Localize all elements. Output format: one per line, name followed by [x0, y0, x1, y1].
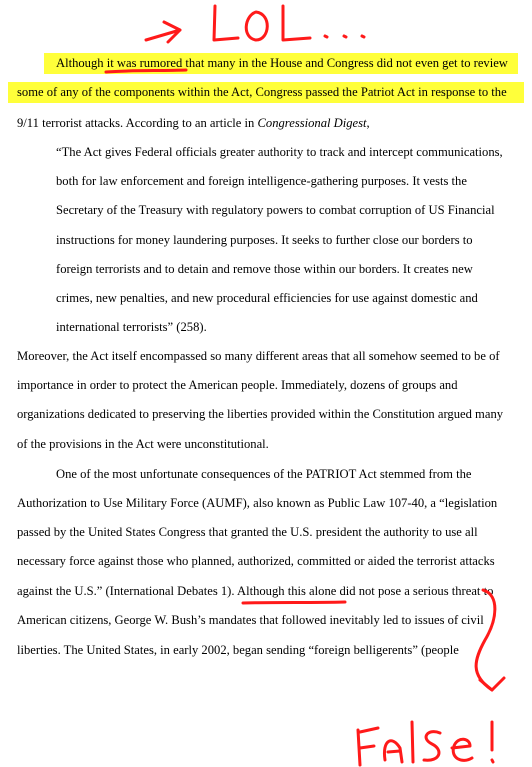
paragraph-1-line-3: 9/11 terrorist attacks. According to an article in Congressional Digest,: [17, 116, 370, 130]
quote-line-7: international terrorists” (258).: [56, 320, 207, 334]
quote-line-4: instructions for money laundering purposes. It seeks to further close our borders to: [56, 233, 473, 247]
underline-although: [243, 602, 345, 603]
paragraph-1-line-2: some of any of the components within the Act, Congress passed the Patriot Act in response to the: [17, 85, 507, 99]
quote-line-1: “The Act gives Federal officials greater authority to track and intercept communications,: [56, 145, 503, 159]
paragraph-2-line-3: organizations dedicated to preserving the liberties provided within the Constitution argued many: [17, 407, 504, 421]
arrow-icon: [146, 22, 180, 42]
paragraph-2-line-1: Moreover, the Act itself encompassed so many different areas that all somehow seemed to be of: [17, 349, 500, 363]
paragraph-3-line-4: necessary force against those who planned, authorized, committed or aided the terrorist attacks: [17, 554, 495, 568]
paragraph-1-line-1: Although it was rumored that many in the House and Congress did not even get to review: [56, 56, 508, 70]
paragraph-3-line-6: American citizens, George W. Bush’s mandates that followed inevitably led to issues of civil: [17, 613, 484, 627]
underline-rumored: [106, 70, 186, 72]
paragraph-2-line-2: importance in order to protect the American people. Immediately, dozens of groups and: [17, 378, 458, 392]
source-title: Congressional Digest: [257, 116, 367, 130]
quote-line-3: Secretary of the Treasury with regulatory powers to combat corruption of US Financial: [56, 203, 495, 217]
paragraph-3-line-5: against the U.S.” (International Debates 1). Although this alone did not pose a serious threat to: [17, 584, 494, 598]
paragraph-3-line-7: liberties. The United States, in early 2002, began sending “foreign belligerents” (people: [17, 643, 459, 657]
quote-line-2: both for law enforcement and foreign intelligence-gathering purposes. It vests the: [56, 174, 467, 188]
paragraph-2-line-4: of the provisions in the Act were unconstitutional.: [17, 437, 269, 451]
quote-line-6: crimes, new penalties, and new procedural efficiencies for use against domestic and: [56, 291, 478, 305]
curved-arrow-icon: [476, 590, 495, 690]
rumored-phrase: it was rumored: [106, 56, 183, 70]
although-phrase: Although this alone: [236, 584, 337, 598]
paragraph-3-line-2: Authorization to Use Military Force (AUMF), also known as Public Law 107-40, a “legislation: [17, 496, 498, 510]
paragraph-3-line-3: passed by the United States Congress that granted the U.S. president the authority to use all: [17, 525, 478, 539]
quote-line-5: foreign terrorists and to detain and remove those within our borders. It creates new: [56, 262, 473, 276]
paragraph-3-line-1: One of the most unfortunate consequences of the PATRIOT Act stemmed from the: [56, 467, 472, 481]
